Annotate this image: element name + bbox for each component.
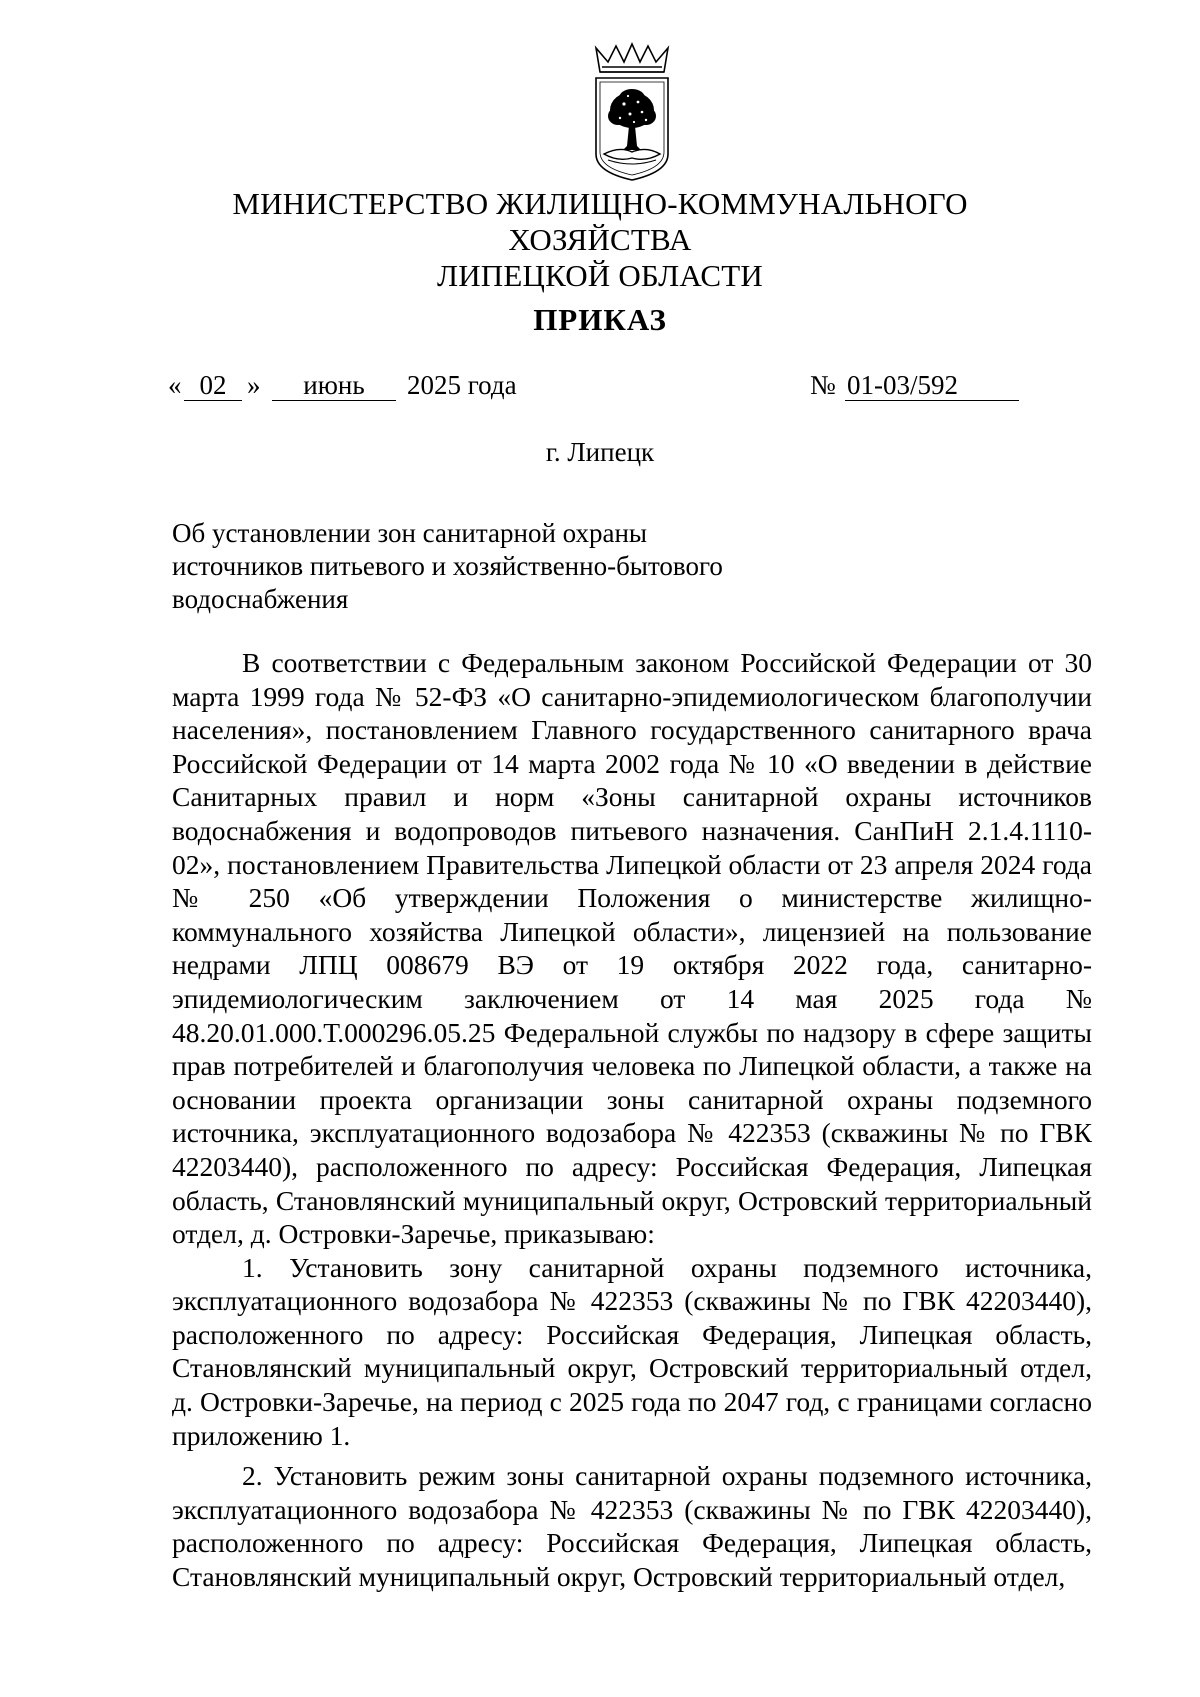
item-2-paragraph: 2. Установить режим зоны санитарной охраны подземного источника, эксплуатационного водозабора № 422353 (скважины № по ГВК 42203440), расположенного по адресу: Российская Федерация, Липецкая область, Становлянский муниципальный округ, Островский территориальный отдел, [172, 1460, 1092, 1593]
document-type: ПРИКАЗ [533, 302, 667, 337]
ministry-name [150, 186, 1050, 294]
coat-of-arms-emblem [590, 42, 674, 182]
document-body [172, 646, 1092, 1594]
number-sign: № [810, 370, 836, 400]
ministry-line-2: ЛИПЕЦКОЙ ОБЛАСТИ [436, 258, 764, 293]
date-day: 02 [184, 370, 242, 401]
ministry-line-1: МИНИСТЕРСТВО ЖИЛИЩНО-КОММУНАЛЬНОГО ХОЗЯЙСТВА [232, 186, 968, 257]
open-quote: « [168, 370, 182, 400]
date-year: 2025 года [407, 370, 517, 400]
subject-heading [172, 517, 723, 616]
subject-line-3: водоснабжения [172, 584, 349, 614]
subject-line-2: источников питьевого и хозяйственно-бытового [172, 551, 723, 581]
city: г. Липецк [545, 437, 655, 467]
preamble-paragraph: В соответствии с Федеральным законом Российской Федерации от 30 марта 1999 года № 52-ФЗ «О санитарно-эпидемиологическом благополучии населения», постановлением Главного государственного санитарного врача Российской Федерации от 14 марта 2002 года № 10 «О введении в действие Санитарных правил и норм «Зоны санитарной охраны источников водоснабжения и водопроводов питьевого назначения. СанПиН 2.1.4.1110-02», постановлением Правительства Липецкой области от 23 апреля 2024 года № 250 «Об утверждении Положения о министерстве жилищно-коммунального хозяйства Липецкой области», лицензией на пользование недрами ЛПЦ 008679 ВЭ от 19 октября 2022 года, санитарно-эпидемиологическим заключением от 14 мая 2025 года № 48.20.01.000.Т.000296.05.25 Федеральной службы по надзору в сфере защиты прав потребителей и благополучия человека по Липецкой области, а также на основании проекта организации зоны санитарной охраны подземного источника, эксплуатационного водозабора № 422353 (скважины № по ГВК 42203440), расположенного по адресу: Российская Федерация, Липецкая область, Становлянский муниципальный округ, Островский территориальный отдел, д. Островки-Заречье, приказываю: [172, 647, 1092, 1250]
subject-line-1: Об установлении зон санитарной охраны [172, 518, 648, 548]
item-1-paragraph: 1. Установить зону санитарной охраны подземного источника, эксплуатационного водозабора № 422353 (скважины № по ГВК 42203440), расположенного по адресу: Российская Федерация, Липецкая область, Становлянский муниципальный округ, Островский территориальный отдел, д. Островки-Заречье, на период с 2025 года по 2047 год, с границами согласно приложению 1. [172, 1251, 1092, 1451]
document-number: 01-03/592 [845, 370, 1019, 401]
date-number-line [0, 370, 1200, 410]
close-quote: » [247, 370, 261, 400]
date-month: июнь [272, 370, 396, 401]
